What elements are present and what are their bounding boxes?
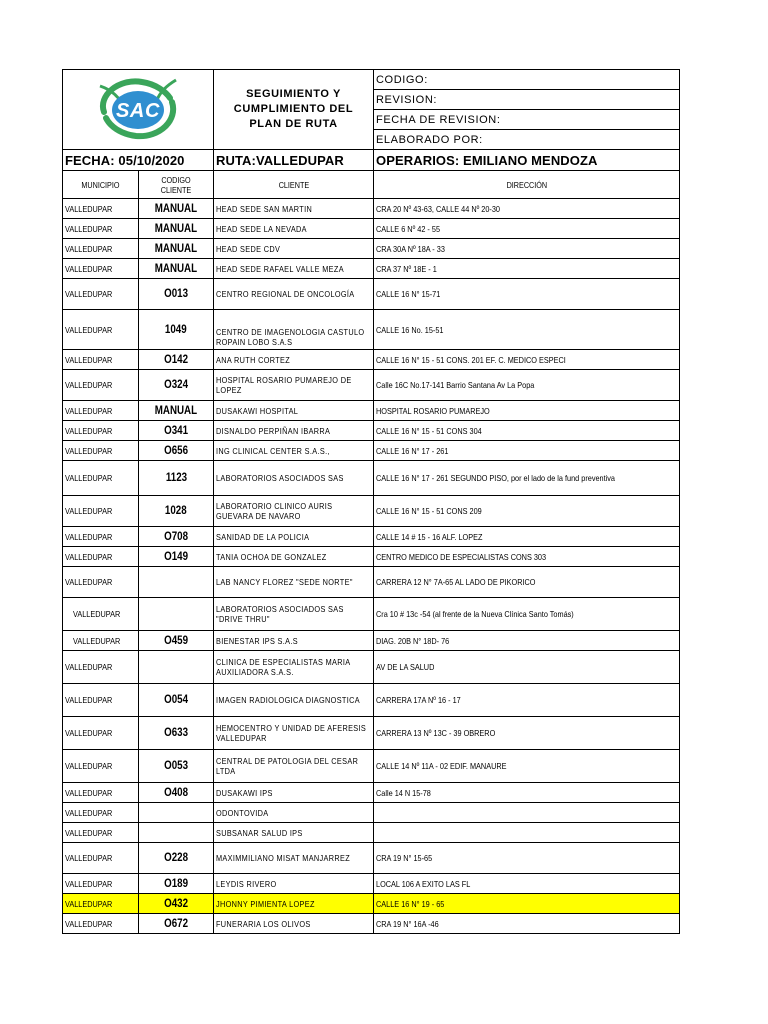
title-line-1: SEGUIMIENTO Y — [246, 88, 341, 100]
codigo-cell: O054 — [139, 684, 214, 717]
direccion-cell — [374, 823, 680, 843]
table-row — [63, 547, 680, 567]
municipio-cell: VALLEDUPAR — [63, 823, 139, 843]
codigo-label: CODIGO: — [374, 70, 680, 90]
codigo-cell: O149 — [139, 547, 214, 567]
direccion-cell: CALLE 16 No. 15-51 — [374, 310, 680, 350]
direccion-cell: CALLE 16 N° 15 - 51 CONS 304 — [374, 421, 680, 441]
municipio-cell: VALLEDUPAR — [63, 783, 139, 803]
codigo-cell — [139, 567, 214, 598]
cliente-cell: DISNALDO PERPIÑAN IBARRA — [214, 421, 374, 441]
municipio-cell: VALLEDUPAR — [63, 717, 139, 750]
table-row — [63, 750, 680, 783]
direccion-cell: CALLE 6 Nº 42 - 55 — [374, 219, 680, 239]
municipio-cell: VALLEDUPAR — [63, 874, 139, 894]
direccion-cell: HOSPITAL ROSARIO PUMAREJO — [374, 401, 680, 421]
logo-text: SAC — [115, 100, 161, 122]
table-row — [63, 421, 680, 441]
municipio-cell: VALLEDUPAR — [63, 803, 139, 823]
table-row — [63, 684, 680, 717]
codigo-cell: MANUAL — [139, 199, 214, 219]
logo-cell — [63, 70, 214, 150]
cliente-cell: LABORATORIOS ASOCIADOS SAS "DRIVE THRU" — [214, 598, 374, 631]
cliente-cell: HEAD SEDE RAFAEL VALLE MEZA — [214, 259, 374, 279]
table-row — [63, 239, 680, 259]
direccion-cell: CALLE 14 # 15 - 16 ALF. LOPEZ — [374, 527, 680, 547]
cliente-cell: HOSPITAL ROSARIO PUMAREJO DE LOPEZ — [214, 370, 374, 401]
table-row — [63, 279, 680, 310]
direccion-cell: AV DE LA SALUD — [374, 651, 680, 684]
table-row — [63, 651, 680, 684]
codigo-cell: O341 — [139, 421, 214, 441]
table-row — [63, 496, 680, 527]
cliente-cell: SUBSANAR SALUD IPS — [214, 823, 374, 843]
table-row — [63, 401, 680, 421]
table-row — [63, 823, 680, 843]
sac-logo — [90, 72, 186, 144]
municipio-cell: VALLEDUPAR — [63, 843, 139, 874]
rows-body — [63, 199, 680, 934]
codigo-cell: O708 — [139, 527, 214, 547]
codigo-cell: O228 — [139, 843, 214, 874]
table-row — [63, 567, 680, 598]
col-header-cliente: CLIENTE — [214, 171, 374, 199]
codigo-cell — [139, 598, 214, 631]
codigo-cell: MANUAL — [139, 401, 214, 421]
cliente-cell: SANIDAD DE LA POLICIA — [214, 527, 374, 547]
document-title — [214, 70, 374, 150]
direccion-cell: DIAG. 20B N° 18D- 76 — [374, 631, 680, 651]
revision-label: REVISION: — [374, 90, 680, 110]
cliente-cell: CENTRAL DE PATOLOGIA DEL CESAR LTDA — [214, 750, 374, 783]
direccion-cell: CARRERA 13 Nº 13C - 39 OBRERO — [374, 717, 680, 750]
table-row — [63, 370, 680, 401]
cliente-cell: ANA RUTH CORTEZ — [214, 350, 374, 370]
operarios-field: OPERARIOS: EMILIANO MENDOZA — [374, 150, 680, 171]
direccion-cell: CALLE 14 Nº 11A - 02 EDIF. MANAURE — [374, 750, 680, 783]
municipio-cell: VALLEDUPAR — [63, 496, 139, 527]
cliente-cell: HEMOCENTRO Y UNIDAD DE AFERESIS VALLEDUPAR — [214, 717, 374, 750]
direccion-cell: CALLE 16 N° 19 - 65 — [374, 894, 680, 914]
cliente-cell: HEAD SEDE LA NEVADA — [214, 219, 374, 239]
route-sheet — [62, 69, 679, 934]
direccion-cell: Cra 10 # 13c -54 (al frente de la Nueva Clínica Santo Tomás) — [374, 598, 680, 631]
municipio-cell: VALLEDUPAR — [63, 684, 139, 717]
municipio-cell: VALLEDUPAR — [63, 350, 139, 370]
codigo-cell: 1028 — [139, 496, 214, 527]
codigo-cell: O013 — [139, 279, 214, 310]
table-row — [63, 527, 680, 547]
municipio-cell: VALLEDUPAR — [63, 894, 139, 914]
cliente-cell: TANIA OCHOA DE GONZALEZ — [214, 547, 374, 567]
municipio-cell: VALLEDUPAR — [63, 914, 139, 934]
direccion-cell: CALLE 16 N° 17 - 261 SEGUNDO PISO, por el lado de la fund preventiva — [374, 461, 680, 496]
cliente-cell: LABORATORIO CLINICO AURIS GUEVARA DE NAVARO — [214, 496, 374, 527]
table-row — [63, 219, 680, 239]
codigo-cell: 1123 — [139, 461, 214, 496]
municipio-cell: VALLEDUPAR — [63, 279, 139, 310]
codigo-cell: MANUAL — [139, 219, 214, 239]
table-row — [63, 259, 680, 279]
table-row — [63, 843, 680, 874]
codigo-cell: O459 — [139, 631, 214, 651]
table-row — [63, 914, 680, 934]
cliente-cell: ING CLINICAL CENTER S.A.S., — [214, 441, 374, 461]
codigo-cell — [139, 803, 214, 823]
direccion-cell: CRA 20 Nº 43-63, CALLE 44 Nº 20-30 — [374, 199, 680, 219]
municipio-cell: VALLEDUPAR — [63, 750, 139, 783]
fecha-field: FECHA: 05/10/2020 — [63, 150, 214, 171]
municipio-cell: VALLEDUPAR — [63, 651, 139, 684]
cliente-cell: CENTRO REGIONAL DE ONCOLOGÍA — [214, 279, 374, 310]
municipio-cell: VALLEDUPAR — [63, 598, 139, 631]
table-row — [63, 874, 680, 894]
cliente-cell: LEYDIS RIVERO — [214, 874, 374, 894]
cliente-cell: IMAGEN RADIOLOGICA DIAGNOSTICA — [214, 684, 374, 717]
codigo-cell: O053 — [139, 750, 214, 783]
table-row — [63, 199, 680, 219]
cliente-cell: CENTRO DE IMAGENOLOGIA CASTULO ROPAIN LOBO S.A.S — [214, 310, 374, 350]
cliente-cell: LABORATORIOS ASOCIADOS SAS — [214, 461, 374, 496]
municipio-cell: VALLEDUPAR — [63, 567, 139, 598]
codigo-cell: O408 — [139, 783, 214, 803]
direccion-cell: Calle 16C No.17-141 Barrio Santana Av La Popa — [374, 370, 680, 401]
municipio-cell: VALLEDUPAR — [63, 370, 139, 401]
codigo-cell: O432 — [139, 894, 214, 914]
codigo-cell: O142 — [139, 350, 214, 370]
route-table — [62, 69, 680, 934]
municipio-cell: VALLEDUPAR — [63, 401, 139, 421]
fecha-revision-label: FECHA DE REVISION: — [374, 110, 680, 130]
cliente-cell: FUNERARIA LOS OLIVOS — [214, 914, 374, 934]
direccion-cell: Calle 14 N 15-78 — [374, 783, 680, 803]
municipio-cell: VALLEDUPAR — [63, 199, 139, 219]
municipio-cell: VALLEDUPAR — [63, 259, 139, 279]
municipio-cell: VALLEDUPAR — [63, 631, 139, 651]
col-header-codigo: CODIGO CLIENTE — [139, 171, 214, 199]
municipio-cell: VALLEDUPAR — [63, 527, 139, 547]
codigo-cell: O633 — [139, 717, 214, 750]
cliente-cell: HEAD SEDE CDV — [214, 239, 374, 259]
title-line-2: CUMPLIMIENTO DEL — [233, 103, 354, 115]
cliente-cell: LAB NANCY FLOREZ "SEDE NORTE" — [214, 567, 374, 598]
cliente-cell: MAXIMMILIANO MISAT MANJARREZ — [214, 843, 374, 874]
cliente-cell: CLINICA DE ESPECIALISTAS MARIA AUXILIADORA S.A.S. — [214, 651, 374, 684]
codigo-cell: MANUAL — [139, 259, 214, 279]
municipio-cell: VALLEDUPAR — [63, 547, 139, 567]
direccion-cell: CRA 19 N° 16A -46 — [374, 914, 680, 934]
table-row — [63, 461, 680, 496]
codigo-cell: 1049 — [139, 310, 214, 350]
codigo-cell: O672 — [139, 914, 214, 934]
table-row — [63, 783, 680, 803]
codigo-cell — [139, 651, 214, 684]
municipio-cell: VALLEDUPAR — [63, 310, 139, 350]
municipio-cell: VALLEDUPAR — [63, 239, 139, 259]
codigo-cell: O656 — [139, 441, 214, 461]
direccion-cell: LOCAL 106 A EXITO LAS FL — [374, 874, 680, 894]
direccion-cell: CARRERA 17A Nº 16 - 17 — [374, 684, 680, 717]
cliente-cell: JHONNY PIMIENTA LOPEZ — [214, 894, 374, 914]
cliente-cell: BIENESTAR IPS S.A.S — [214, 631, 374, 651]
direccion-cell: CARRERA 12 N° 7A-65 AL LADO DE PIKORICO — [374, 567, 680, 598]
cliente-cell: DUSAKAWI HOSPITAL — [214, 401, 374, 421]
municipio-cell: VALLEDUPAR — [63, 421, 139, 441]
table-row — [63, 803, 680, 823]
table-row — [63, 717, 680, 750]
municipio-cell: VALLEDUPAR — [63, 219, 139, 239]
codigo-cell — [139, 823, 214, 843]
title-line-3: PLAN DE RUTA — [249, 118, 338, 130]
cliente-cell: DUSAKAWI IPS — [214, 783, 374, 803]
direccion-cell: CRA 37 Nº 18E - 1 — [374, 259, 680, 279]
direccion-cell: CRA 19 N° 15-65 — [374, 843, 680, 874]
direccion-cell — [374, 803, 680, 823]
codigo-cell: O324 — [139, 370, 214, 401]
col-header-municipio: MUNICIPIO — [63, 171, 139, 199]
table-row — [63, 598, 680, 631]
cliente-cell: HEAD SEDE SAN MARTIN — [214, 199, 374, 219]
elaborado-label: ELABORADO POR: — [374, 130, 680, 150]
municipio-cell: VALLEDUPAR — [63, 461, 139, 496]
codigo-cell: MANUAL — [139, 239, 214, 259]
table-row — [63, 631, 680, 651]
direccion-cell: CALLE 16 N° 15 - 51 CONS. 201 EF. C. MEDICO ESPECI — [374, 350, 680, 370]
col-header-direccion: DIRECCIÓN — [374, 171, 680, 199]
direccion-cell: CENTRO MEDICO DE ESPECIALISTAS CONS 303 — [374, 547, 680, 567]
direccion-cell: CRA 30A Nº 18A - 33 — [374, 239, 680, 259]
direccion-cell: CALLE 16 N° 17 - 261 — [374, 441, 680, 461]
municipio-cell: VALLEDUPAR — [63, 441, 139, 461]
codigo-cell: O189 — [139, 874, 214, 894]
ruta-field: RUTA:VALLEDUPAR — [214, 150, 374, 171]
direccion-cell: CALLE 16 N° 15 - 51 CONS 209 — [374, 496, 680, 527]
table-row — [63, 441, 680, 461]
table-row — [63, 310, 680, 350]
cliente-cell: ODONTOVIDA — [214, 803, 374, 823]
table-row — [63, 350, 680, 370]
table-row — [63, 894, 680, 914]
direccion-cell: CALLE 16 N° 15-71 — [374, 279, 680, 310]
